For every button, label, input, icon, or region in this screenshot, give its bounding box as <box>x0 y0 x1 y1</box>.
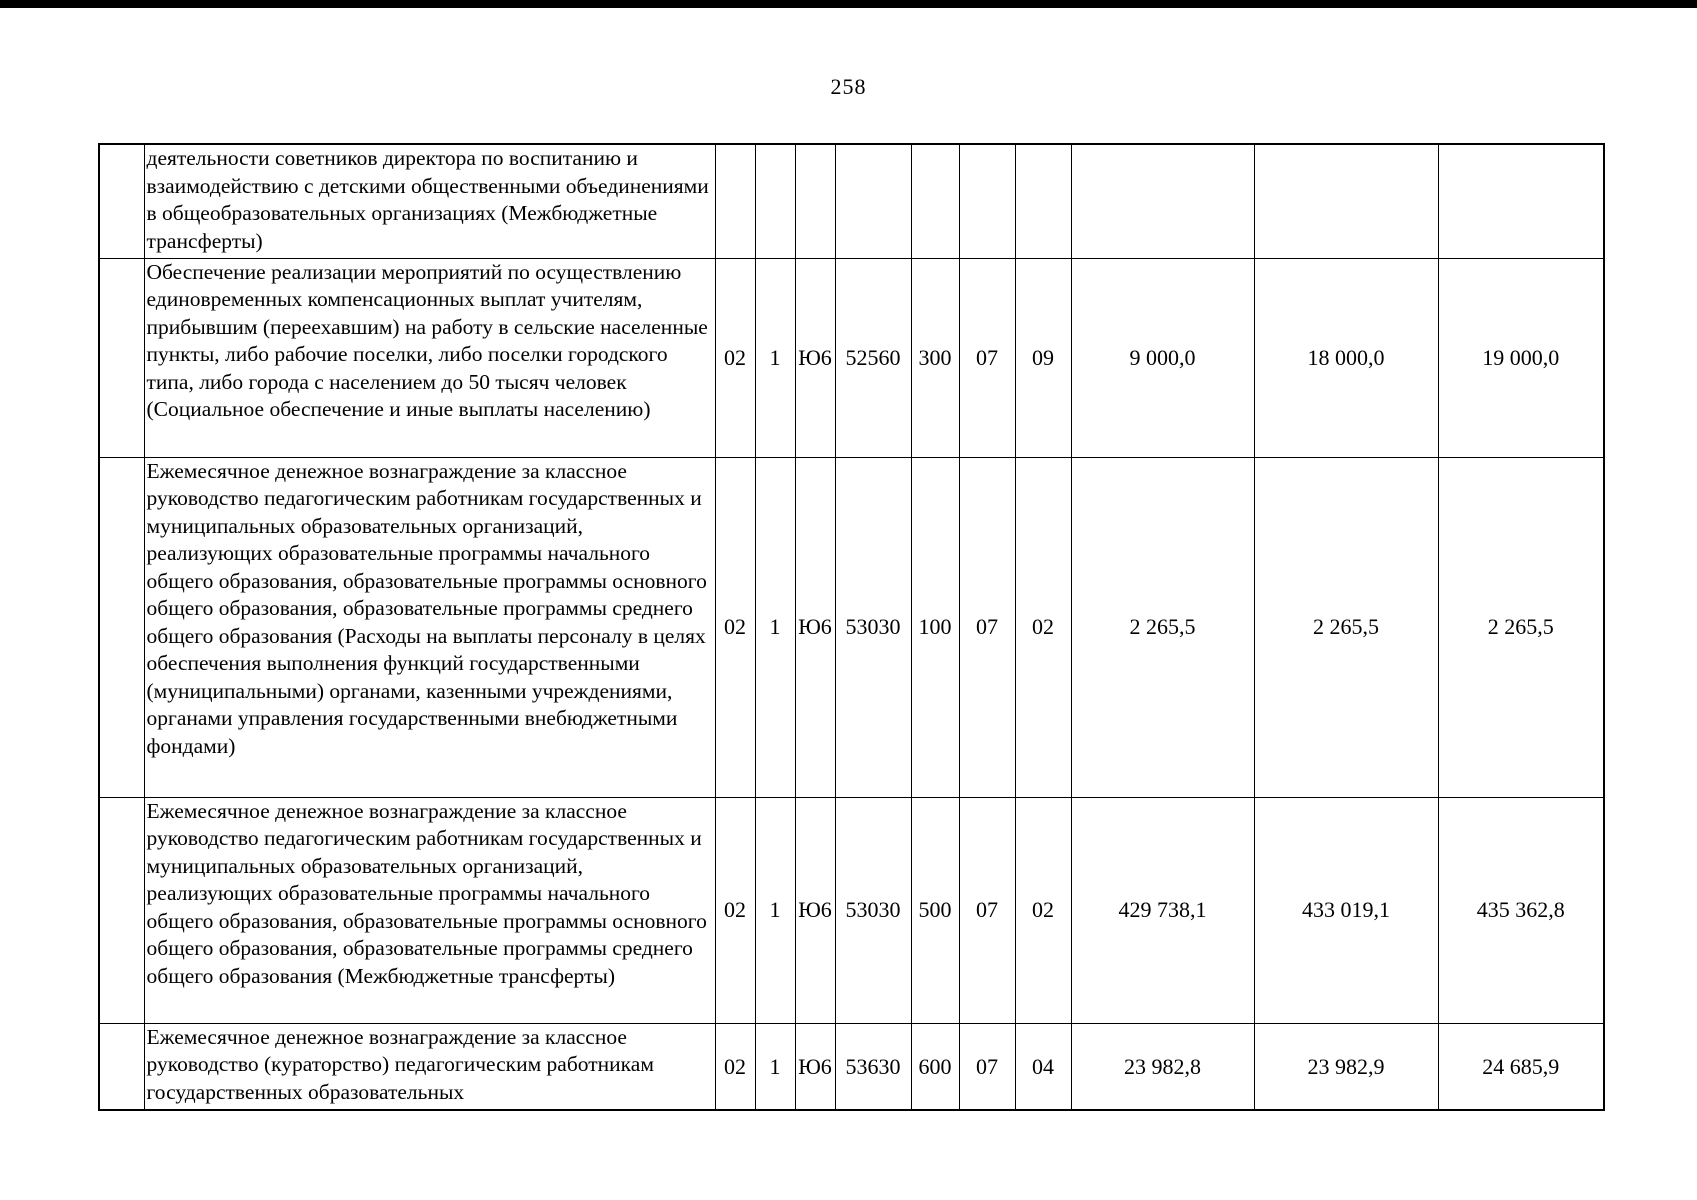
code-expense-type-cell: 500 <box>911 797 959 1023</box>
table-row <box>99 457 1604 797</box>
amount-year2-cell: 433 019,1 <box>1254 797 1438 1023</box>
code-subprogram-cell: 1 <box>755 457 795 797</box>
scan-top-edge <box>0 0 1697 8</box>
budget-table <box>98 143 1605 1111</box>
amount-year1-cell: 2 265,5 <box>1071 457 1254 797</box>
description-cell: деятельности советников директора по воспитанию и взаимодействию с детскими общественными объединениями в общеобразовательных организациях (Межбюджетные трансферты) <box>144 144 715 258</box>
description-cell: Ежемесячное денежное вознаграждение за классное руководство педагогическим работникам государственных и муниципальных образовательных организаций, реализующих образовательные программы начального общего образования, образовательные программы основного общего образования, образовательные программы среднего общего образования (Межбюджетные трансферты) <box>144 797 715 1023</box>
code-direction-cell: 53030 <box>835 797 911 1023</box>
code-program-cell: 02 <box>715 1023 755 1110</box>
row-number-cell <box>99 797 144 1023</box>
amount-year3-cell: 2 265,5 <box>1438 457 1604 797</box>
table-row <box>99 797 1604 1023</box>
row-number-cell <box>99 144 144 258</box>
code-direction-cell: 52560 <box>835 258 911 457</box>
code-section-cell <box>959 144 1015 258</box>
code-subprogram-cell: 1 <box>755 797 795 1023</box>
amount-year1-cell: 429 738,1 <box>1071 797 1254 1023</box>
code-subsection-cell <box>1015 144 1071 258</box>
code-subsection-cell: 04 <box>1015 1023 1071 1110</box>
code-expense-type-cell: 600 <box>911 1023 959 1110</box>
page-number: 258 <box>830 74 867 99</box>
amount-year3-cell <box>1438 144 1604 258</box>
description-cell: Обеспечение реализации мероприятий по осуществлению единовременных компенсационных выплат учителям, прибывшим (переехавшим) на работу в сельские населенные пункты, либо рабочие поселки, либо поселки городского типа, либо города с населением до 50 тысяч человек (Социальное обеспечение и иные выплаты населению) <box>144 258 715 457</box>
row-number-cell <box>99 258 144 457</box>
code-direction-cell: 53630 <box>835 1023 911 1110</box>
code-project-cell: Ю6 <box>795 457 835 797</box>
amount-year3-cell: 435 362,8 <box>1438 797 1604 1023</box>
code-expense-type-cell: 100 <box>911 457 959 797</box>
code-subsection-cell: 02 <box>1015 797 1071 1023</box>
row-number-cell <box>99 457 144 797</box>
code-subprogram-cell <box>755 144 795 258</box>
row-number-cell <box>99 1023 144 1110</box>
code-section-cell: 07 <box>959 1023 1015 1110</box>
amount-year3-cell: 19 000,0 <box>1438 258 1604 457</box>
code-subprogram-cell: 1 <box>755 258 795 457</box>
code-section-cell: 07 <box>959 457 1015 797</box>
description-cell: Ежемесячное денежное вознаграждение за классное руководство педагогическим работникам государственных и муниципальных образовательных организаций, реализующих образовательные программы начального общего образования, образовательные программы основного общего образования, образовательные программы среднего общего образования (Расходы на выплаты персоналу в целях обеспечения выполнения функций государственными (муниципальными) органами, казенными учреждениями, органами управления государственными внебюджетными фондами) <box>144 457 715 797</box>
table-row <box>99 1023 1604 1110</box>
code-project-cell <box>795 144 835 258</box>
description-cell: Ежемесячное денежное вознаграждение за классное руководство (кураторство) педагогическим работникам государственных образовательных <box>144 1023 715 1110</box>
code-program-cell: 02 <box>715 457 755 797</box>
code-subsection-cell: 09 <box>1015 258 1071 457</box>
amount-year3-cell: 24 685,9 <box>1438 1023 1604 1110</box>
code-expense-type-cell: 300 <box>911 258 959 457</box>
code-subprogram-cell: 1 <box>755 1023 795 1110</box>
table-row <box>99 258 1604 457</box>
code-program-cell <box>715 144 755 258</box>
code-program-cell: 02 <box>715 258 755 457</box>
code-direction-cell <box>835 144 911 258</box>
amount-year2-cell <box>1254 144 1438 258</box>
code-project-cell: Ю6 <box>795 1023 835 1110</box>
amount-year1-cell <box>1071 144 1254 258</box>
amount-year2-cell: 23 982,9 <box>1254 1023 1438 1110</box>
amount-year1-cell: 23 982,8 <box>1071 1023 1254 1110</box>
code-subsection-cell: 02 <box>1015 457 1071 797</box>
code-project-cell: Ю6 <box>795 258 835 457</box>
code-direction-cell: 53030 <box>835 457 911 797</box>
code-section-cell: 07 <box>959 258 1015 457</box>
code-project-cell: Ю6 <box>795 797 835 1023</box>
table-row <box>99 144 1604 258</box>
code-program-cell: 02 <box>715 797 755 1023</box>
amount-year1-cell: 9 000,0 <box>1071 258 1254 457</box>
amount-year2-cell: 18 000,0 <box>1254 258 1438 457</box>
code-section-cell: 07 <box>959 797 1015 1023</box>
amount-year2-cell: 2 265,5 <box>1254 457 1438 797</box>
code-expense-type-cell <box>911 144 959 258</box>
